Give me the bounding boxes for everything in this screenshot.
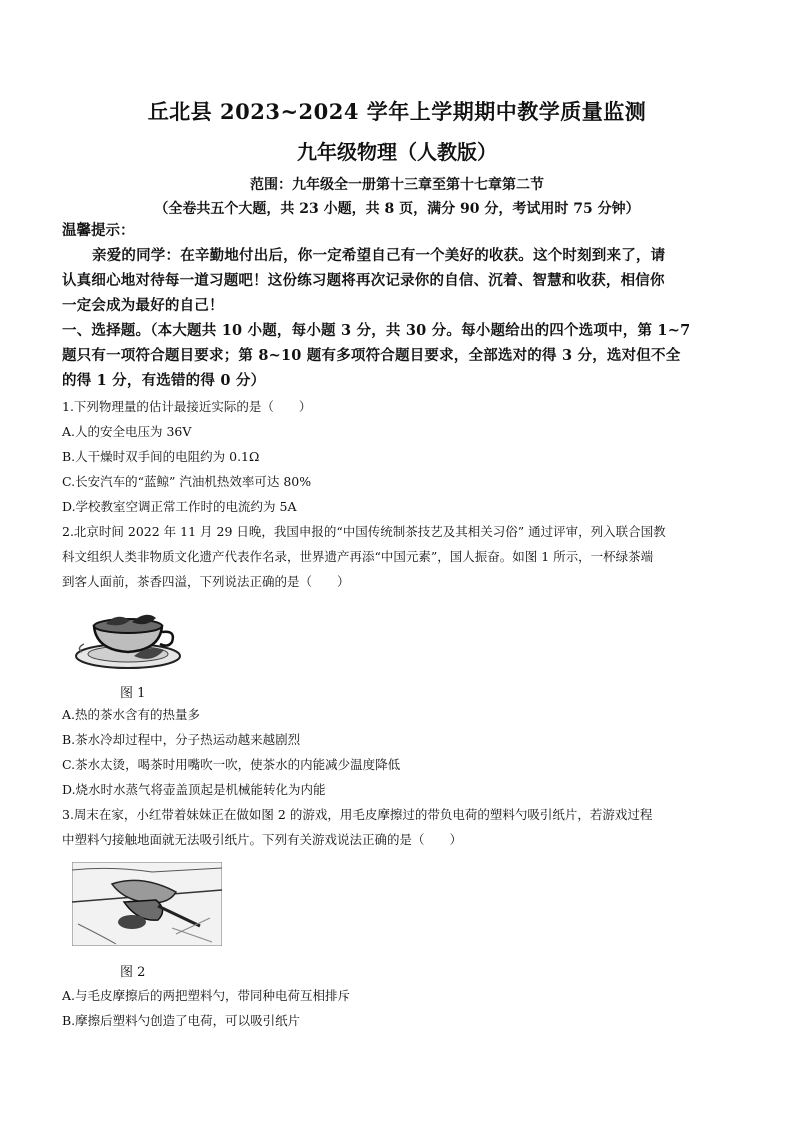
q3-stem-line-1: 3.周末在家，小红带着妹妹正在做如图 2 的游戏，用毛皮摩擦过的带负电荷的塑料勺吸引纸片，若游戏过程 [62,807,653,822]
tips-line-1: 亲爱的同学：在辛勤地付出后，你一定希望自己有一个美好的收获。这个时刻到来了，请 [92,247,666,264]
section1-line-3: 的得 1 分，有选错的得 0 分） [62,372,266,389]
section1-line-2: 题只有一项符合题目要求；第 8~10 题有多项符合题目要求，全部选对的得 3 分，选对但不全 [62,347,681,364]
q1-stem: 1.下列物理量的估计最接近实际的是（ ） [62,399,312,414]
tea-cup-figure [72,604,184,672]
q1-option-a: A.人的安全电压为 36V [62,424,192,439]
exam-subtitle: 九年级物理（人教版） [297,140,497,164]
q3-option-b: B.摩擦后塑料勺创造了电荷，可以吸引纸片 [62,1013,301,1028]
q3-option-a: A.与毛皮摩擦后的两把塑料勺，带同种电荷互相排斥 [62,988,351,1003]
q1-option-d: D.学校教室空调正常工作时的电流约为 5A [62,499,297,514]
exam-note: （全卷共五个大题，共 23 小题，共 8 页，满分 90 分，考试用时 75 分钟） [154,201,640,217]
q2-option-a: A.热的茶水含有的热量多 [62,707,201,722]
q2-option-c: C.茶水太烫，喝茶时用嘴吹一吹，使茶水的内能减少温度降低 [62,757,401,772]
q2-option-b: B.茶水冷却过程中，分子热运动越来越剧烈 [62,732,301,747]
tips-label: 温馨提示： [62,222,135,239]
exam-scope: 范围：九年级全一册第十三章至第十七章第二节 [250,177,544,193]
q2-stem-line-1: 2.北京时间 2022 年 11 月 29 日晚，我国申报的“中国传统制茶技艺及其相关习俗” 通过评审，列入联合国教 [62,524,666,539]
figure-1-caption: 图 1 [120,686,146,701]
q2-stem-line-3: 到客人面前，茶香四溢，下列说法正确的是（ ） [62,574,350,589]
q3-stem-line-2: 中塑料勺接触地面就无法吸引纸片。下列有关游戏说法正确的是（ ） [62,832,463,847]
tips-line-3: 一定会成为最好的自己！ [62,297,224,314]
spoon-paper-figure [72,862,222,946]
q2-option-d: D.烧水时水蒸气将壶盖顶起是机械能转化为内能 [62,782,326,797]
q1-option-c: C.长安汽车的“蓝鲸” 汽油机热效率可达 80% [62,474,312,489]
section1-line-1: 一、选择题。（本大题共 10 小题，每小题 3 分，共 30 分。每小题给出的四个选项中，第 1~7 [62,322,691,339]
q1-option-b: B.人干燥时双手间的电阻约为 0.1Ω [62,449,260,464]
figure-2-caption: 图 2 [120,965,146,980]
q2-stem-line-2: 科文组织人类非物质文化遗产代表作名录，世界遗产再添“中国元素”，国人振奋。如图 1 所示，一杯绿茶端 [62,549,654,564]
tips-line-2: 认真细心地对待每一道习题吧！这份练习题将再次记录你的自信、沉着、智慧和收获，相信你 [62,272,665,289]
exam-title: 丘北县 2023~2024 学年上学期期中教学质量监测 [147,99,647,124]
